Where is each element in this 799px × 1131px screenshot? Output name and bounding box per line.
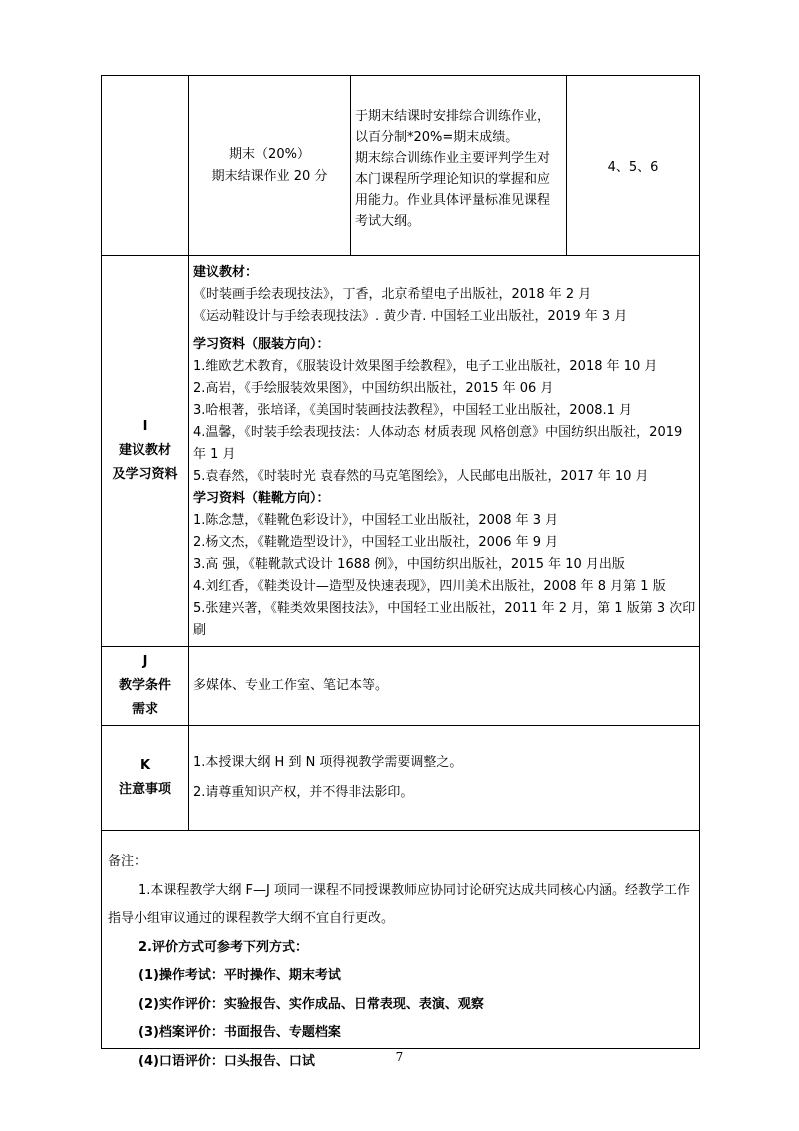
section-label: 需求 (131, 702, 158, 717)
shoes-materials-title: 学习资料（鞋靴方向）： (193, 491, 330, 506)
shoes-item: 4.刘红香，《鞋类设计—造型及快速表现》，四川美术出版社，2008 年 8 月第 1 版 (193, 579, 666, 594)
apparel-materials-title: 学习资料（服装方向）： (193, 337, 330, 352)
section-letter: K (139, 758, 151, 773)
section-j-content: 多媒体、专业工作室、笔记本等。 (193, 678, 389, 693)
evaluation-method: (4)口语评价：口头报告、口试 (138, 1053, 315, 1069)
section-i-content (189, 256, 699, 646)
remarks-title: 备注： (108, 854, 148, 869)
section-j-row (102, 647, 699, 726)
section-letter: I (142, 419, 148, 434)
section-label: 教学条件 (118, 678, 171, 693)
exam-score: 期末结课作业 20 分 (211, 168, 328, 184)
exam-desc-line: 考试大纲。 (355, 214, 421, 229)
evaluation-method: (1)操作考试：平时操作、期末考试 (138, 968, 341, 983)
remarks-item-1: 1.本课程教学大纲 F—J 项同一课程不同授课教师应协同讨论研究达成共同核心内涵。经教学工作指导小组审议通过的课程教学大纲不宜自行更改。 (108, 882, 690, 926)
page-number: 7 (395, 1050, 404, 1064)
shoes-item: 3.高 强，《鞋靴款式设计 1688 例》，中国纺织出版社，2015 年 10 月出版 (193, 557, 625, 572)
empty-cell (102, 76, 189, 255)
section-letter: J (142, 654, 148, 669)
section-i-row (102, 256, 699, 647)
shoes-item: 5.张建兴著，《鞋类效果图技法》，中国轻工业出版社，2011 年 2 月，第 1 版第 3 次印刷 (193, 601, 696, 638)
exam-desc-line: 用能力。作业具体评量标准见课程 (355, 193, 551, 208)
apparel-item: 1.维欧艺术教育，《服装设计效果图手绘教程》，电子工业出版社，2018 年 10 月 (193, 359, 658, 374)
exam-weight: 期末（20%） (229, 146, 310, 162)
apparel-item: 3.哈根著，张培译，《美国时装画技法教程》，中国轻工业出版社，2008.1 月 (193, 403, 633, 418)
evaluation-method: (2)实作评价：实验报告、实作成品、日常表现、表演、观察 (138, 996, 484, 1012)
exam-type-cell (189, 76, 351, 255)
evaluation-method: (3)档案评价：书面报告、专题档案 (138, 1025, 341, 1040)
section-k-header (102, 726, 189, 830)
notice-item: 2.请尊重知识产权，并不得非法影印。 (193, 785, 414, 800)
exam-desc-line: 本门课程所学理论知识的掌握和应 (355, 172, 551, 187)
apparel-item: 2.高岩，《手绘服装效果图》，中国纺织出版社，2015 年 06 月 (193, 381, 554, 396)
textbook-item: 《时装画手绘表现技法》，丁香，北京希望电子出版社，2018 年 2 月 (193, 287, 592, 302)
section-i-header (102, 256, 189, 646)
apparel-item: 4.温馨，《时装手绘表现技法：人体动态 材质表现 风格创意》中国纺织出版社，2019 年 1 月 (193, 425, 683, 462)
shoes-item: 2.杨文杰，《鞋靴造型设计》，中国轻工业出版社，2006 年 9 月 (193, 535, 559, 550)
syllabus-table (101, 75, 700, 831)
section-j-header (102, 647, 189, 725)
remarks-item-2: 2.评价方式可参考下列方式： (138, 939, 308, 955)
section-k-row (102, 726, 699, 831)
exam-desc-line: 以百分制*20%=期末成绩。 (355, 130, 519, 145)
notice-item: 1.本授课大纲 H 到 N 项得视教学需要调整之。 (193, 755, 463, 770)
apparel-item: 5.袁春然，《时装时光 袁春然的马克笔图绘》，人民邮电出版社，2017 年 10 月 (193, 469, 649, 484)
textbook-item: 《运动鞋设计与手绘表现技法》. 黄少青. 中国轻工业出版社，2019 年 3 月 (193, 309, 628, 324)
remarks-block (101, 828, 700, 1069)
exam-objectives-cell: 4、5、6 (607, 160, 659, 175)
shoes-item: 1.陈念慧，《鞋靴色彩设计》，中国轻工业出版社，2008 年 3 月 (193, 513, 559, 528)
final-exam-row (102, 76, 699, 256)
section-label: 注意事项 (118, 782, 171, 797)
section-label: 建议教材 (118, 443, 171, 458)
exam-desc-line: 于期末结课时安排综合训练作业， (355, 109, 551, 124)
section-label: 及学习资料 (112, 467, 178, 482)
exam-desc-line: 期末综合训练作业主要评判学生对 (355, 151, 551, 166)
textbooks-title: 建议教材： (193, 265, 259, 280)
section-k-content (189, 726, 699, 830)
exam-description-cell (351, 76, 567, 255)
